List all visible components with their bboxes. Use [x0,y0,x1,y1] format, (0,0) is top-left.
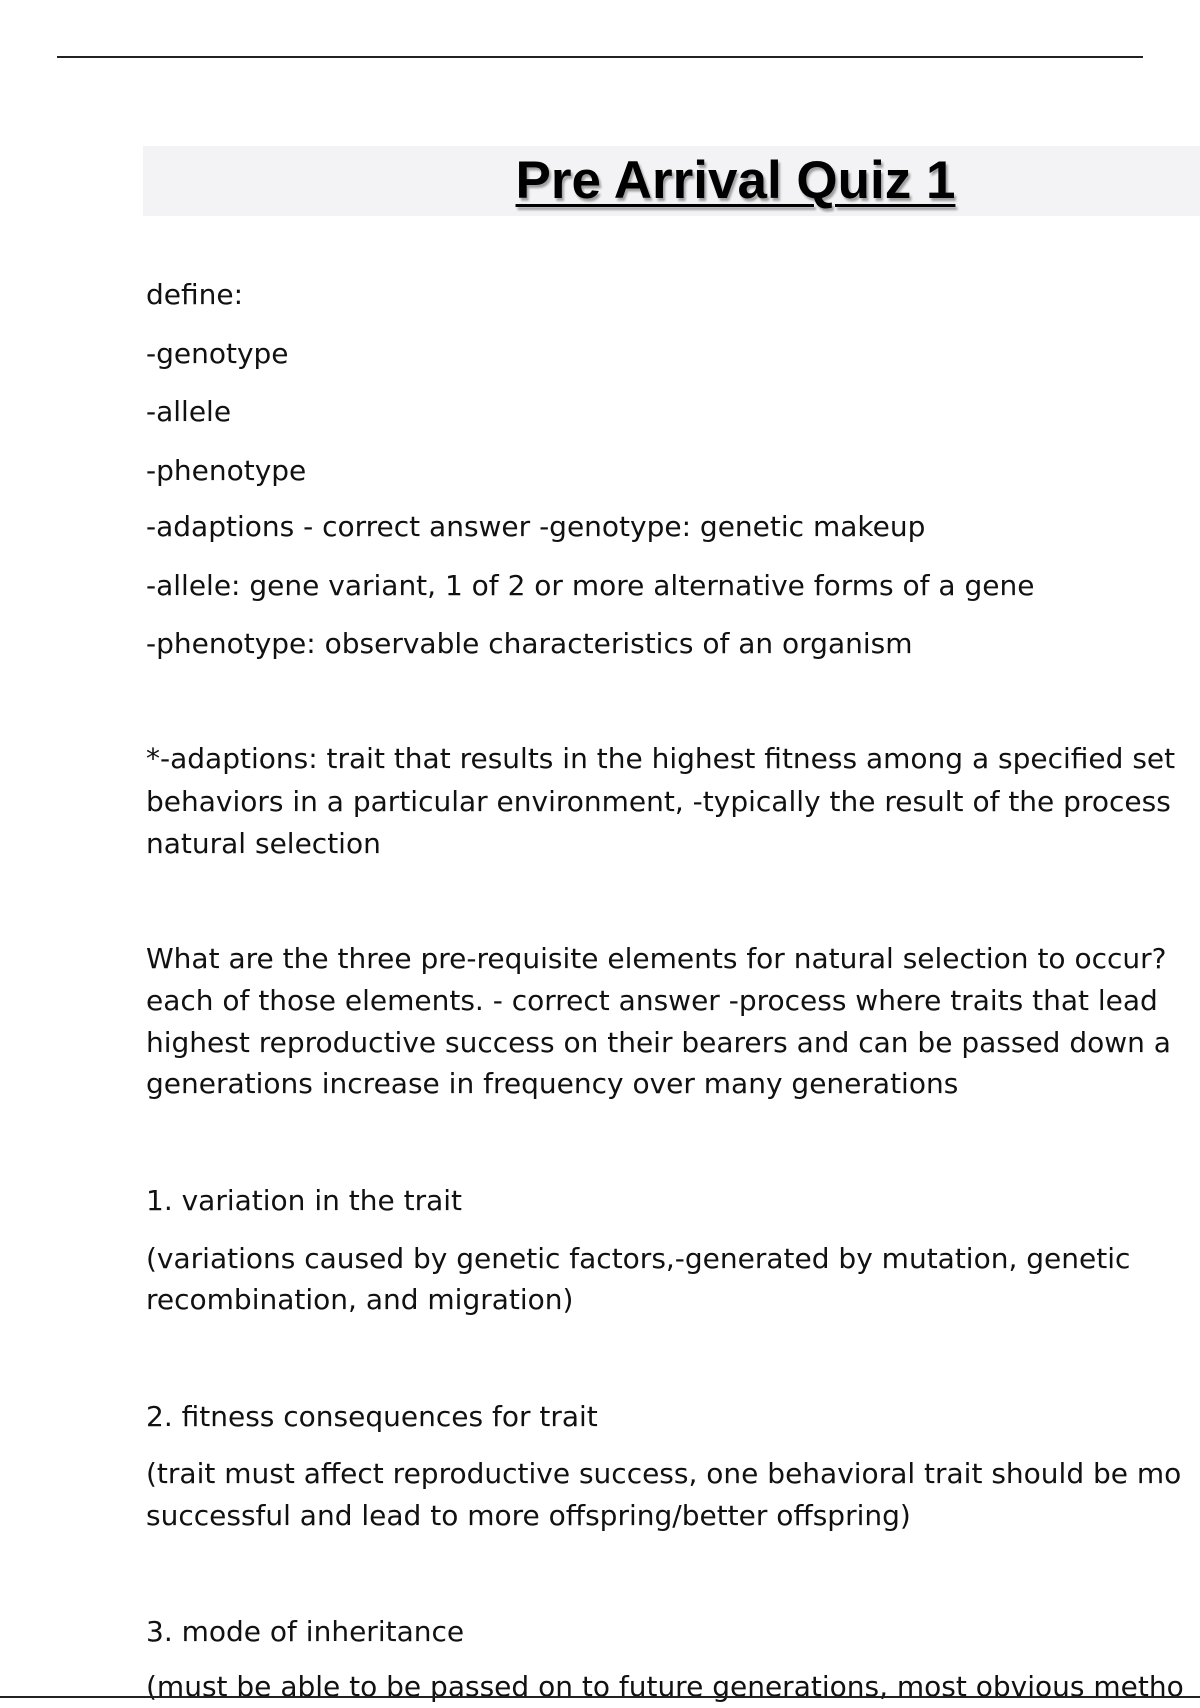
text-line: -phenotype: observable characteristics of an organism [146,627,913,660]
text-line: generations increase in frequency over many generations [146,1067,959,1100]
text-line: behaviors in a particular environment, -typically the result of the process [146,785,1171,818]
text-line: 2. fitness consequences for trait [146,1400,598,1433]
title-band [143,146,1200,216]
text-line: highest reproductive success on their bearers and can be passed down a [146,1026,1171,1059]
text-line: 1. variation in the trait [146,1184,463,1217]
text-line: -allele [146,395,232,428]
bottom-rule [0,1696,1200,1698]
text-line: -genotype [146,337,289,370]
text-line: 3. mode of inheritance [146,1615,465,1648]
text-line: natural selection [146,827,381,860]
text-line: -adaptions - correct answer -genotype: genetic makeup [146,510,926,543]
text-line: (must be able to be passed on to future generations, most obvious metho [146,1670,1184,1703]
page-title: Pre Arrival Quiz 1 [515,151,956,210]
text-line: define: [146,278,244,311]
top-rule [57,56,1143,58]
text-line: *-adaptions: trait that results in the highest fitness among a specified set [146,742,1176,775]
text-line: -allele: gene variant, 1 of 2 or more alternative forms of a gene [146,569,1035,602]
text-line: -phenotype [146,454,307,487]
text-line: each of those elements. - correct answer -process where traits that lead [146,984,1158,1017]
text-line: successful and lead to more offspring/better offspring) [146,1499,911,1532]
text-line: (trait must affect reproductive success, one behavioral trait should be mo [146,1457,1182,1490]
text-line: What are the three pre-requisite elements for natural selection to occur? [146,942,1167,975]
text-line: recombination, and migration) [146,1283,574,1316]
text-line: (variations caused by genetic factors,-generated by mutation, genetic [146,1242,1131,1275]
